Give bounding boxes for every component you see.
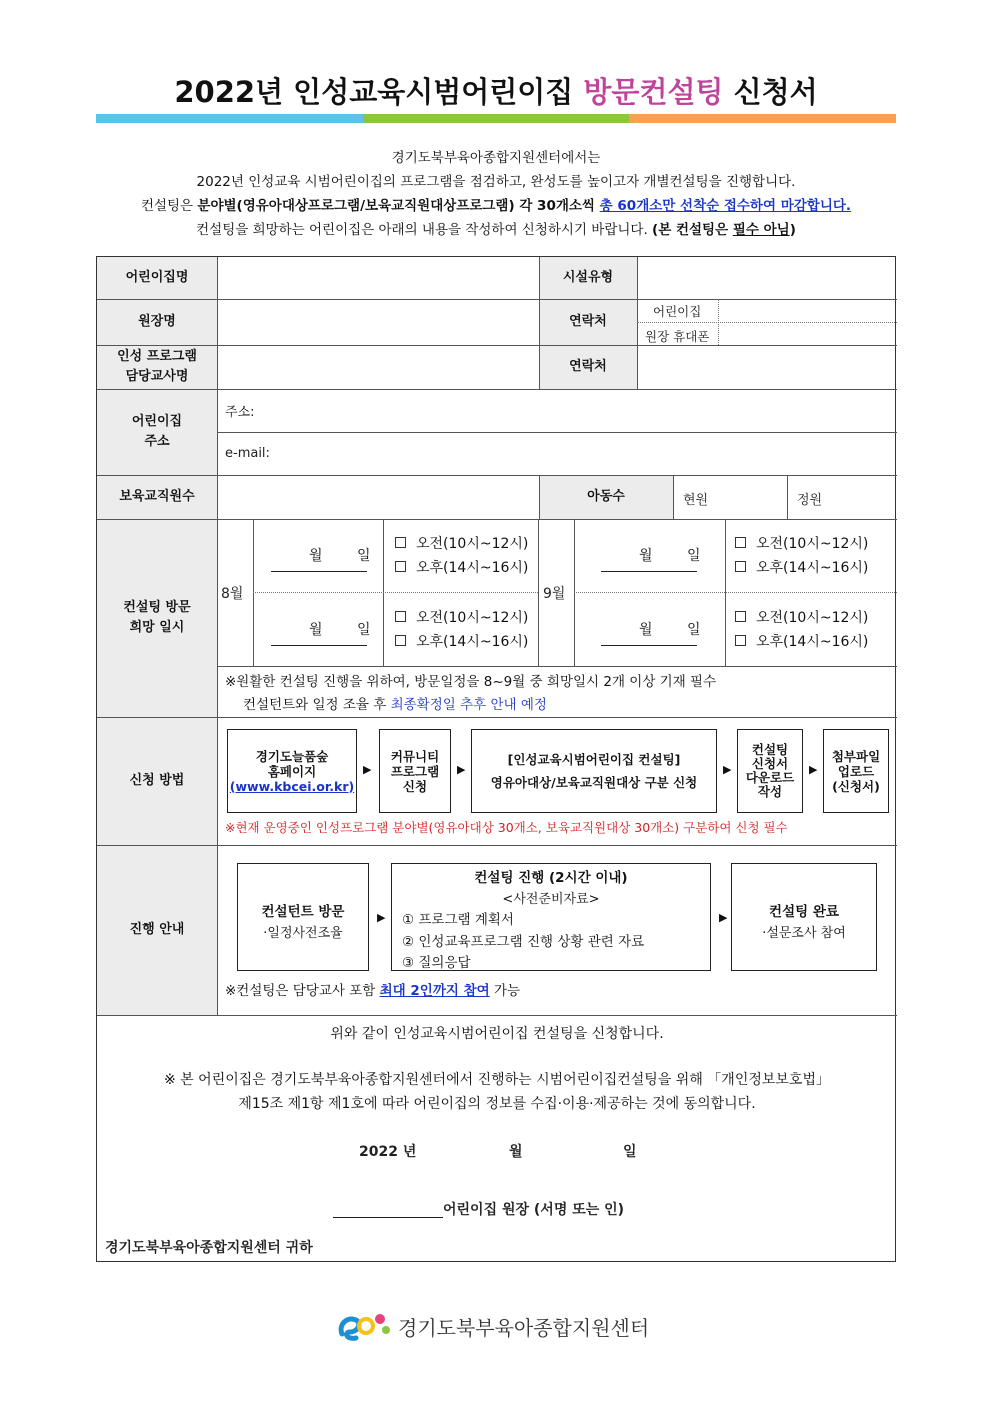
footer-org-name: 경기도북부육아종합지원센터 [398,1315,650,1340]
title-color-bar [96,114,896,123]
intro-line-4b: (본 컨설팅은 [652,222,733,238]
arrow-icon: ▶ [363,763,372,776]
current-count-label: 현원 [683,493,709,508]
label-teacher-1: 인성 프로그램 [117,349,197,364]
title-pre: 2022년 인성교육시범어린이집 [174,75,584,109]
contact-center-label: 어린이집 [653,304,702,319]
arrow-icon: ▶ [457,763,466,776]
checkbox-sep-1-pm[interactable]: 오후(14시~16시) [735,557,868,577]
checkbox-sep-2-am[interactable]: 오전(10시~12시) [735,607,868,627]
label-staff-count: 보육교직원수 [97,475,217,519]
arrow-icon: ▶ [719,911,728,924]
month-sep: 9월 [543,586,566,602]
step-community: 커뮤니티 프로그램 신청 [379,729,451,813]
title-accent: 방문컨설팅 [583,75,724,109]
step-apply-type: [인성교육시범어린이집 컨설팅] 영유아대상/보육교직원대상 구분 신청 [471,729,717,813]
organization-logo-icon [336,1308,394,1344]
step-upload: 첨부파일 업로드 (신청서) [823,729,889,813]
color-bar-green [363,114,630,123]
consent-line-1: 위와 같이 인성교육시범어린이집 컨설팅을 신청합니다. [330,1026,664,1042]
intro-line-2: 2022년 인성교육 시범어린이집의 프로그램을 점검하고, 완성도를 높이고자 개별컨설팅을 진행합니다. [196,174,796,190]
label-center-name: 어린이집명 [97,257,217,299]
signature-label: 어린이집 원장 (서명 또는 인) [443,1202,625,1218]
contact-mobile-label: 원장 휴대폰 [645,329,710,344]
intro-line-1: 경기도북부육아종합지원센터에서는 [391,150,601,166]
label-visit-1: 컨설팅 방문 [123,600,191,615]
intro-text [96,146,896,242]
addressee: 경기도북부육아종합지원센터 귀하 [105,1240,313,1256]
capacity-count-label: 정원 [797,493,823,508]
checkbox-sep-2-pm[interactable]: 오후(14시~16시) [735,631,868,651]
intro-line-4d: ) [789,222,796,238]
date-year: 2022 년 [359,1144,417,1160]
arrow-icon: ▶ [809,763,818,776]
intro-line-3a: 컨설팅은 [140,198,198,214]
consent-line-3: 제15조 제1항 제1호에 따라 어린이집의 정보를 수집·이용·제공하는 것에 동의합니다. [238,1096,756,1112]
email-field-label: e-mail: [225,446,270,461]
label-progress: 진행 안내 [97,845,217,1015]
label-contact-2: 연락처 [539,345,637,389]
intro-line-4a: 컨설팅을 희망하는 어린이집은 아래의 내용을 작성하여 신청하시기 바랍니다. [196,222,653,238]
footer-logo [336,1306,649,1346]
color-bar-blue [96,114,363,123]
arrow-icon: ▶ [377,911,386,924]
checkbox-aug-2-am[interactable]: 오전(10시~12시) [395,607,528,627]
label-teacher [97,345,217,389]
page-title [96,70,896,111]
progress-visit: 컨설턴트 방문 ·일정사전조율 [237,863,369,971]
signature-line[interactable] [333,1217,443,1218]
label-visit-2: 희망 일시 [129,620,185,635]
label-director-name: 원장명 [97,299,217,345]
intro-line-4 [96,218,896,242]
label-teacher-2: 담당교사명 [125,369,189,384]
date-month: 월 [509,1144,523,1160]
color-bar-orange [629,114,896,123]
checkbox-aug-2-pm[interactable]: 오후(14시~16시) [395,631,528,651]
arrow-icon: ▶ [723,763,732,776]
label-child-count: 아동수 [539,475,673,519]
intro-line-3c: 총 60개소만 선착순 접수하여 마감합니다. [599,198,852,214]
checkbox-sep-1-am[interactable]: 오전(10시~12시) [735,533,868,553]
label-contact: 연락처 [539,299,637,345]
progress-complete: 컨설팅 완료 ·설문조사 참여 [731,863,877,971]
label-address-2: 주소 [144,434,170,449]
visit-note-1: ※원활한 컨설팅 진행을 위하여, 방문일정을 8~9월 중 희망일시 2개 이상 기재 필수 [225,674,717,690]
progress-consulting: 컨설팅 진행 (2시간 이내) <사전준비자료> ① 프로그램 계획서 ② 인성교육프로그램 진행 상황 관련 자료 ③ 질의응답 [391,863,711,971]
label-facility-type: 시설유형 [539,257,637,299]
step-homepage: 경기도늘품숲 홈페이지 (www.kbcei.or.kr) [227,729,357,813]
homepage-link[interactable]: (www.kbcei.or.kr) [229,778,355,794]
title-post: 신청서 [723,75,818,109]
step-download: 컨설팅 신청서 다운로드 작성 [737,729,803,813]
address-field-label: 주소: [225,405,255,420]
consent-line-2: ※ 본 어린이집은 경기도북부육아종합지원센터에서 진행하는 시범어린이집컨설팅을 위해 「개인정보보호법」 [164,1072,830,1088]
intro-line-4c: 필수 아님 [732,222,790,238]
label-address-1: 어린이집 [131,414,183,429]
progress-note: ※컨설팅은 담당교사 포함 최대 2인까지 참여 가능 [225,983,521,999]
intro-line-3 [96,194,896,218]
date-day: 일 [623,1144,637,1160]
label-address [97,389,217,475]
label-apply-method: 신청 방법 [97,717,217,845]
checkbox-aug-1-am[interactable]: 오전(10시~12시) [395,533,528,553]
label-visit [97,519,217,717]
visit-note-2: 컨설턴트와 일정 조율 후 최종확정일 추후 안내 예정 [243,697,547,713]
checkbox-aug-1-pm[interactable]: 오후(14시~16시) [395,557,528,577]
apply-note: ※현재 운영중인 인성프로그램 분야별(영유아대상 30개소, 보육교직원대상 30개소) 구분하여 신청 필수 [225,820,788,835]
month-aug: 8월 [221,586,244,602]
intro-line-3b: 분야별(영유아대상프로그램/보육교직원대상프로그램) 각 30개소씩 [197,198,600,214]
application-form: 어린이집명 원장명 인성 프로그램 담당교사명 어린이집 주소 보육교직원수 컨설팅 방문 희망 일시 신청 방법 진행 안내 시설유형 연락처 연락처 아동수 어린이집 원장 휴대폰 주소: e-mail: 현원 정원 8월 9월 월 일 오전(10시~12시) 오후(14시~16시) 월 일 오전(10시~12시) 오후(14시~16시) 월 일 오전(10시~12시) 오후(14시~16시) 월 일 오전(10시~12시) 오후(14시~16시) ※원활한 컨설팅 진행을 위하여, 방문일정을 8~9월 중 희망일시 2개 이상 기재 필수 컨설턴트와 일정 조율 후 최종확정일 추후 안내 예정 경기도늘품숲 홈페이지 (www.kbcei.or.kr) ▶ 커뮤니티 프로그램 신청 ▶ [인성교육시범어린이집 컨설팅] 영유아대상/보육교직원대상 구분 신청 ▶ 컨설팅 신청서 다운로드 작성 ▶ 첨부파일 업로드 (신청서) ※현재 운영중인 인성프로그램 분야별(영유아대상 30개소, 보육교직원대상 30개소) 구분하여 신청 필수 컨설턴트 방문 ·일정사전조율 ▶ 컨설팅 진행 (2시간 이내) <사전준비자료> ① 프로그램 계획서 ② 인성교육프로그램 진행 상황 관련 자료 ③ 질의응답 ▶ 컨설팅 완료 ·설문조사 참여 ※컨설팅은 담당교사 포함 최대 2인까지 참여 가능 위와 같이 인성교육시범어린이집 컨설팅을 신청합니다. ※ 본 어린이집은 경기도북부육아종합지원센터에서 진행하는 시범어린이집컨설팅을 위해 「개인정보보호법」 제15조 제1항 제1호에 따라 어린이집의 정보를 수집·이용·제공하는 것에 동의합니다. 2022 년 월 일 어린이집 원장 (서명 또는 인) 경기도북부육아종합지원센터 귀하 [96,256,896,1262]
